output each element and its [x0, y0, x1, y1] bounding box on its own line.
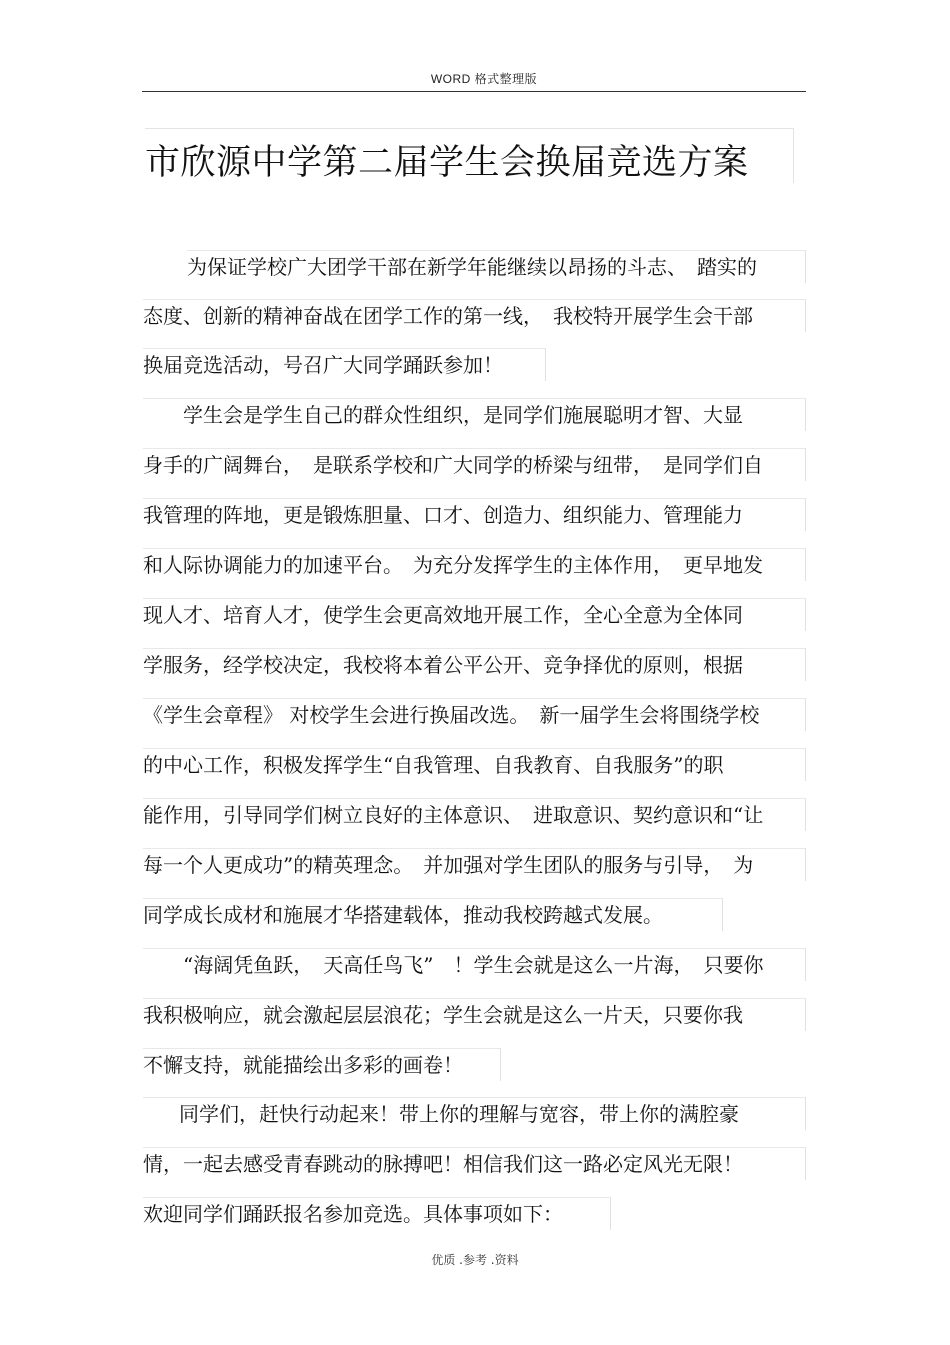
paragraph-line: 能作用，引导同学们树立良好的主体意识、 进取意识、契约意识和“让 — [143, 803, 764, 827]
paragraph-line: 不懈支持，就能描绘出多彩的画卷！ — [143, 1053, 463, 1077]
paragraph-line: 《学生会章程》 对校学生会进行换届改选。 新一届学生会将围绕学校 — [143, 703, 760, 727]
page-header — [142, 68, 806, 92]
header-text: WORD 格式整理版 — [430, 72, 538, 86]
document-title: 市欣源中学第二届学生会换届竞选方案 — [145, 143, 749, 183]
paragraph-line: 为保证学校广大团学干部在新学年能继续以昂扬的斗志、 踏实的 — [187, 255, 757, 279]
paragraph-line: 情，一起去感受青春跳动的脉搏吧！相信我们这一路必定风光无限！ — [143, 1152, 743, 1176]
paragraph-line: 同学成长成材和施展才华搭建载体，推动我校跨越式发展。 — [143, 903, 663, 927]
paragraph-line: 态度、创新的精神奋战在团学工作的第一线， 我校特开展学生会干部 — [143, 304, 753, 328]
paragraph-line: 欢迎同学们踊跃报名参加竞选。具体事项如下： — [143, 1202, 563, 1226]
paragraph-line: 换届竞选活动，号召广大同学踊跃参加！ — [143, 353, 503, 377]
paragraph-line: 的中心工作，积极发挥学生“自我管理、自我教育、自我服务”的职 — [143, 753, 724, 777]
paragraph-line: 和人际协调能力的加速平台。 为充分发挥学生的主体作用， 更早地发 — [143, 553, 763, 577]
paragraph-line: 同学们，赶快行动起来！带上你的理解与宽容，带上你的满腔豪 — [179, 1102, 739, 1126]
paragraph-line: 学生会是学生自己的群众性组织，是同学们施展聪明才智、大显 — [183, 403, 743, 427]
paragraph-line: 现人才、培育人才，使学生会更高效地开展工作，全心全意为全体同 — [143, 603, 743, 627]
paragraph-line: 我积极响应，就会激起层层浪花；学生会就是这么一片天，只要你我 — [143, 1003, 743, 1027]
paragraph-line: 学服务，经学校决定，我校将本着公平公开、竞争择优的原则，根据 — [143, 653, 743, 677]
paragraph-line: “海阔凭鱼跃， 天高任鸟飞” ！学生会就是这么一片海， 只要你 — [183, 953, 764, 977]
paragraph-line: 我管理的阵地，更是锻炼胆量、口才、创造力、组织能力、管理能力 — [143, 503, 743, 527]
paragraph-line: 身手的广阔舞台， 是联系学校和广大同学的桥梁与纽带， 是同学们自 — [143, 453, 763, 477]
paragraph-line: 每一个人更成功”的精英理念。 并加强对学生团队的服务与引导， 为 — [143, 853, 754, 877]
page-footer: 优质 .参考 .资料 — [431, 1253, 519, 1267]
